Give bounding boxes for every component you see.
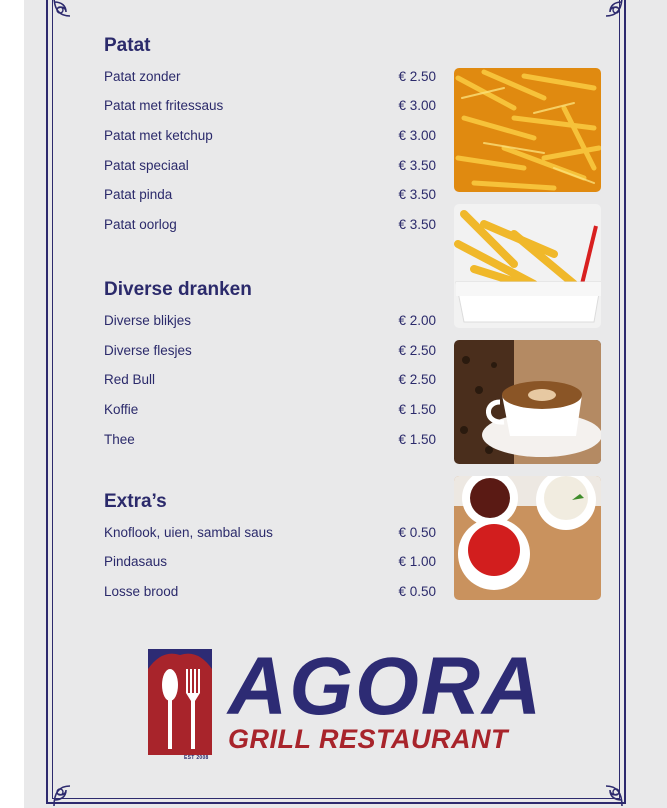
- section-title-extras: Extra’s: [104, 491, 167, 512]
- logo-cutlery-icon: [148, 649, 212, 755]
- menu-item-name: Diverse blikjes: [104, 313, 192, 328]
- menu-item-name: Diverse flesjes: [104, 343, 192, 358]
- menu-item-name: Patat speciaal: [104, 158, 189, 173]
- menu-item-price: € 2.50: [398, 69, 436, 84]
- menu-item-name: Patat met fritessaus: [104, 98, 224, 113]
- corner-ornament-icon: [48, 0, 88, 34]
- menu-item-name: Patat met ketchup: [104, 128, 213, 143]
- menu-item-name: Thee: [104, 432, 135, 447]
- menu-item-name: Knoflook, uien, sambal saus: [104, 525, 273, 540]
- menu-item-name: Patat oorlog: [104, 217, 177, 232]
- coffee-photo: [454, 340, 601, 464]
- menu-item-name: Losse brood: [104, 584, 179, 599]
- menu-item-price: € 2.50: [398, 343, 436, 358]
- corner-ornament-icon: [48, 768, 88, 808]
- menu-item-price: € 0.50: [398, 584, 436, 599]
- menu-item-name: Patat zonder: [104, 69, 181, 84]
- logo-subtitle: GRILL RESTAURANT: [228, 724, 508, 754]
- sauces-photo: [454, 476, 601, 600]
- menu-item-price: € 2.50: [398, 372, 436, 387]
- menu-item-name: Red Bull: [104, 372, 156, 387]
- menu-item-price: € 1.00: [398, 554, 436, 569]
- fries-photo: [454, 68, 601, 192]
- menu-item-price: € 3.50: [398, 187, 436, 202]
- corner-ornament-icon: [588, 768, 628, 808]
- logo-est: EST 2008: [184, 755, 209, 761]
- menu-item-price: € 3.00: [398, 98, 436, 113]
- corner-ornament-icon: [588, 0, 628, 34]
- menu-item-price: € 3.50: [398, 217, 436, 232]
- menu-item-price: € 0.50: [398, 525, 436, 540]
- logo-wordmark: AGORA: [228, 641, 544, 732]
- menu-item-price: € 3.50: [398, 158, 436, 173]
- menu-item-name: Pindasaus: [104, 554, 168, 569]
- menu-item-name: Patat pinda: [104, 187, 173, 202]
- menu-item-price: € 2.00: [398, 313, 436, 328]
- fries-tray-photo: [454, 204, 601, 328]
- menu-item-price: € 1.50: [398, 402, 436, 417]
- menu-item-price: € 1.50: [398, 432, 436, 447]
- menu-item-name: Koffie: [104, 402, 139, 417]
- section-title-dranken: Diverse dranken: [104, 279, 252, 300]
- section-title-patat: Patat: [104, 35, 151, 56]
- menu-item-price: € 3.00: [398, 128, 436, 143]
